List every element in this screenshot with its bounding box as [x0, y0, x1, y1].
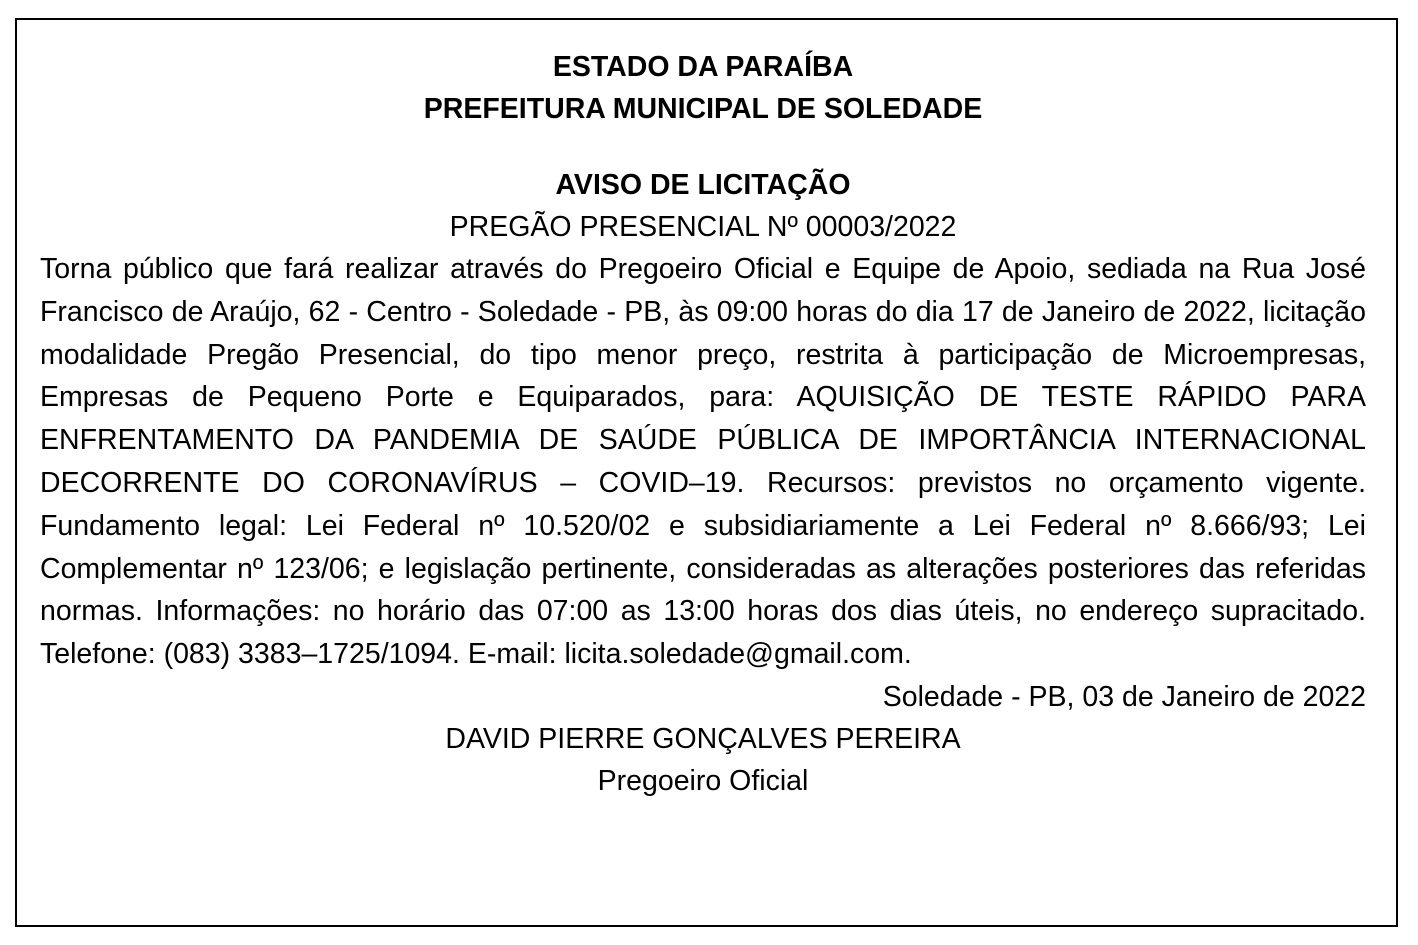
notice-subtitle: PREGÃO PRESENCIAL Nº 00003/2022 [449, 211, 957, 243]
signatory-role: Pregoeiro Oficial [597, 764, 809, 797]
state-heading: ESTADO DA PARAÍBA [552, 51, 854, 83]
municipality-heading: PREFEITURA MUNICIPAL DE SOLEDADE [423, 93, 983, 125]
heading-spacer [40, 130, 1366, 164]
notice-body: Torna público que fará realizar através do Pregoeiro Oficial e Equipe de Apoio, sediada na Rua José Francisco de Araújo, 62 - Centro - Soledade - PB, às 09:00 horas do dia 17 de Janeiro de 2022, licitação modalidade Pregão Presencial, do tipo menor preço, restrita à participação de Microempresas, Empresas de Pequeno Porte e Equiparados, para: AQUISIÇÃO DE TESTE RÁPIDO PARA ENFRENTAMENTO DA PANDEMIA DE SAÚDE PÚBLICA DE IMPORTÂNCIA INTERNACIONAL DECORRENTE DO CORONAVÍRUS – COVID–19. Recursos: previstos no orçamento vigente. Fundamento legal: Lei Federal nº 10.520/02 e subsidiariamente a Lei Federal nº 8.666/93; Lei Complementar nº 123/06; e legislação pertinente, consideradas as alterações posteriores das referidas normas. Informações: no horário das 07:00 as 13:00 horas dos dias úteis, no endereço supracitado. Telefone: (083) 3383–1725/1094. E-mail: licita.soledade@gmail.com. [40, 253, 1366, 671]
place-date: Soledade - PB, 03 de Janeiro de 2022 [882, 680, 1366, 713]
notice-title: AVISO DE LICITAÇÃO [555, 169, 851, 201]
notice-content [40, 46, 1366, 802]
signatory-name: DAVID PIERRE GONÇALVES PEREIRA [445, 722, 961, 755]
